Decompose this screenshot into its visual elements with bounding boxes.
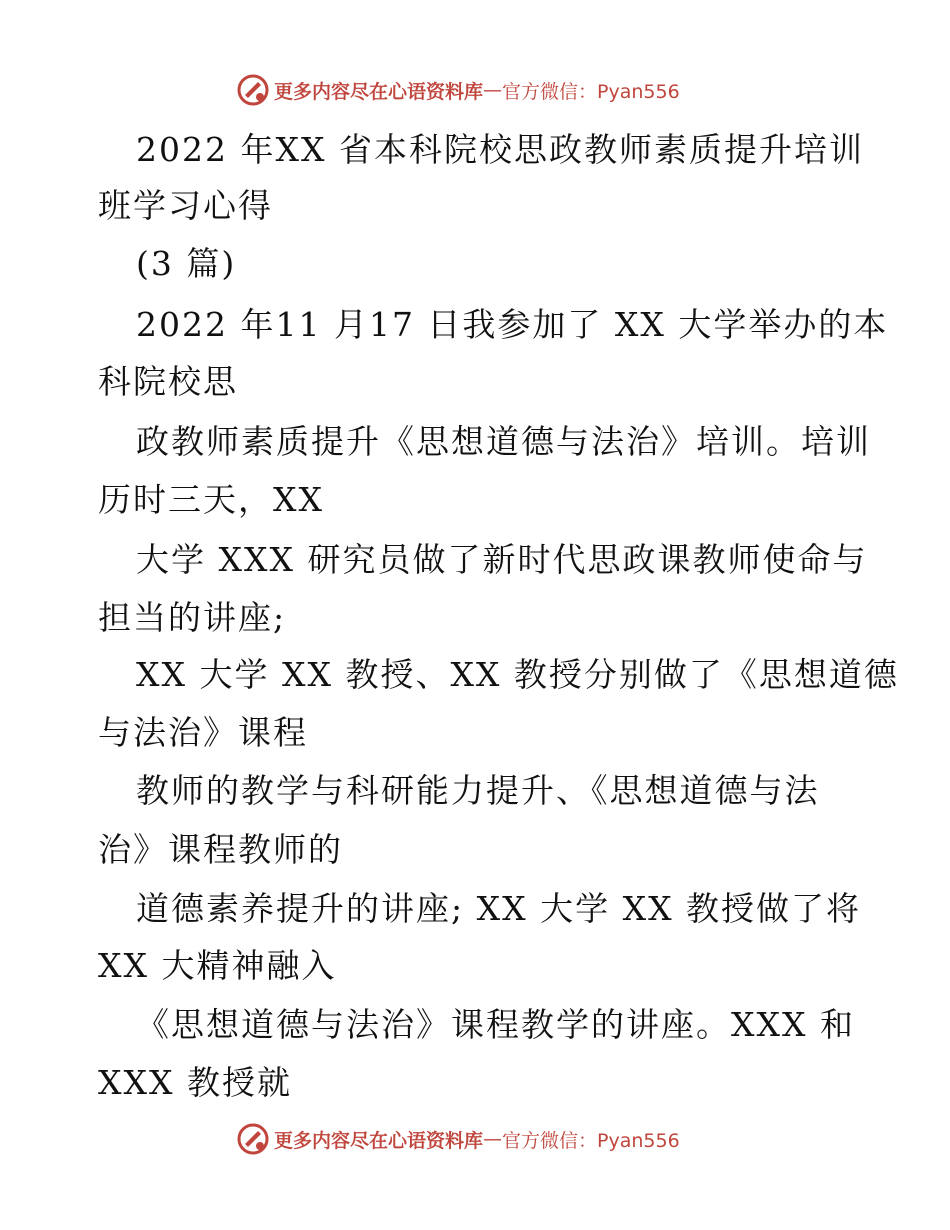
paragraph-line: XX 大学 XX 教授、XX 教授分别做了《思想道德 <box>136 655 899 694</box>
watermark-separator: — <box>483 1128 503 1150</box>
paragraph-line: XXX 教授就 <box>98 1063 292 1102</box>
paragraph-line: 2022 年11 月17 日我参加了 XX 大学举办的本 <box>136 305 889 344</box>
paragraph-line: 科院校思 <box>98 362 238 401</box>
subtitle-count: (3 篇) <box>136 244 237 283</box>
paragraph-line: 教师的教学与科研能力提升、《思想道德与法 <box>136 771 820 810</box>
watermark-text: 更多内容尽在心语资料库 <box>274 1129 484 1152</box>
seal-logo-icon <box>236 1122 270 1156</box>
paragraph-line: 历时三天，XX <box>98 480 324 519</box>
header-watermark <box>236 72 680 108</box>
title-line-2: 班学习心得 <box>98 186 273 225</box>
watermark-contact: 官方微信：Pyan556 <box>502 80 680 103</box>
paragraph-line: XX 大精神融入 <box>98 946 337 985</box>
paragraph-line: 《思想道德与法治》课程教学的讲座。XXX 和 <box>136 1005 855 1044</box>
footer-watermark <box>236 1121 680 1157</box>
paragraph-line: 大学 XXX 研究员做了新时代思政课教师使命与 <box>136 540 868 579</box>
title-line-1: 2022 年XX 省本科院校思政教师素质提升培训 <box>136 130 864 169</box>
paragraph-line: 道德素养提升的讲座; XX 大学 XX 教授做了将 <box>136 889 862 928</box>
watermark-contact: 官方微信：Pyan556 <box>502 1129 680 1152</box>
watermark-text: 更多内容尽在心语资料库 <box>274 80 484 103</box>
paragraph-line: 政教师素质提升《思想道德与法治》培训。培训 <box>136 422 871 461</box>
seal-logo-icon <box>236 73 270 107</box>
paragraph-line: 治》课程教师的 <box>98 830 343 869</box>
paragraph-line: 与法治》课程 <box>98 713 308 752</box>
watermark-separator: — <box>483 79 503 101</box>
paragraph-line: 担当的讲座; <box>98 598 287 637</box>
